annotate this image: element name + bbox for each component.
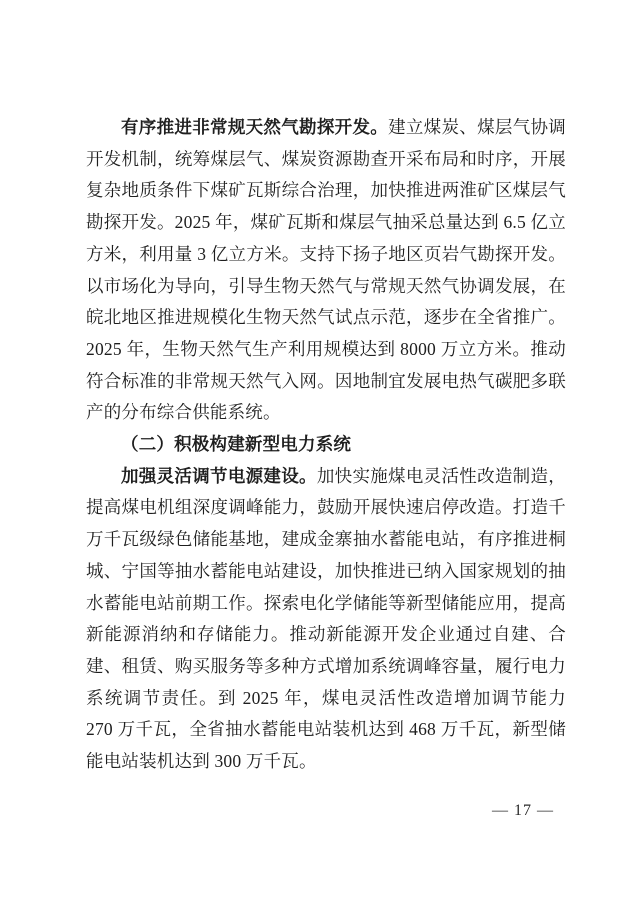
paragraph-bold-lead: 加强灵活调节电源建设。 [121,465,317,486]
document-body [86,112,566,778]
page-number: — 17 — [492,802,554,819]
section-heading-new-power-system: （二）积极构建新型电力系统 [121,434,352,455]
paragraph-text: 建立煤炭、煤层气协调开发机制，统筹煤层气、煤炭资源勘查开采布局和时序，开展复杂地质条件下煤矿瓦斯综合治理，加快推进两淮矿区煤层气勘探开发。2025 年，煤矿瓦斯和煤层气抽采总量达到 6.5 亿立方米，利用量 3 亿立方米。支持下扬子地区页岩气勘探开发。以市场化为导向，引导生物天然气与常规天然气协调发展，在皖北地区推进规模化生物天然气试点示范，逐步在全省推广。2025 年，生物天然气生产利用规模达到 8000 万立方米。推动符合标准的非常规天然气入网。因地制宜发展电热气碳肥多联产的分布综合供能系统。 [86,117,566,423]
paragraph-unconventional-gas [86,112,566,429]
paragraph-flexible-power [86,461,566,778]
paragraph-text: 加快实施煤电灵活性改造制造，提高煤电机组深度调峰能力，鼓励开展快速启停改造。打造千万千瓦级绿色储能基地，建成金寨抽水蓄能电站，有序推进桐城、宁国等抽水蓄能电站建设，加快推进已纳入国家规划的抽水蓄能电站前期工作。探索电化学储能等新型储能应用，提高新能源消纳和存储能力。推动新能源开发企业通过自建、合建、租赁、购买服务等多种方式增加系统调峰容量，履行电力系统调节责任。到 2025 年，煤电灵活性改造增加调节能力 270 万千瓦，全省抽水蓄能电站装机达到 468 万千瓦，新型储能电站装机达到 300 万千瓦。 [86,465,566,772]
paragraph-bold-lead: 有序推进非常规天然气勘探开发。 [121,117,389,137]
